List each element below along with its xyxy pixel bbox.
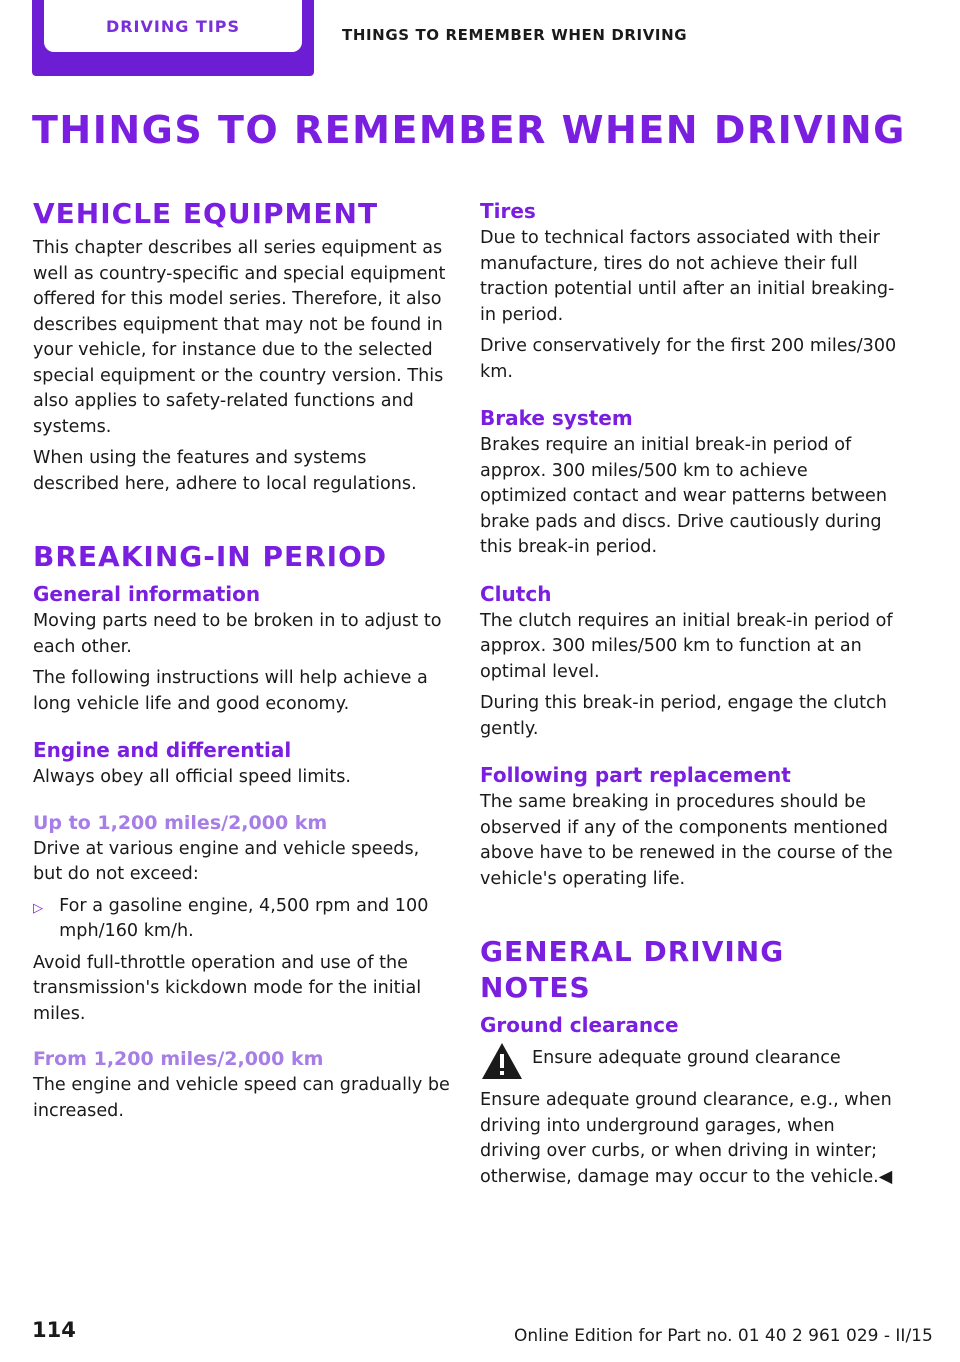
- paragraph: The engine and vehicle speed can gradually be increased.: [33, 1075, 450, 1121]
- heading-general-driving-notes: GENERAL DRIVING NOTES: [480, 935, 785, 1004]
- chapter-tab[interactable]: [32, 0, 314, 76]
- heading-tires: Tires: [480, 199, 536, 223]
- warning-title: Ensure adequate ground clearance: [532, 1048, 841, 1068]
- footer-edition: Online Edition for Part no. 01 40 2 961 029 - II/15: [514, 1326, 933, 1346]
- paragraph: Drive conservatively for the first 200 miles/300 km.: [480, 336, 897, 382]
- section-header: THINGS TO REMEMBER WHEN DRIVING: [342, 26, 688, 44]
- paragraph: Always obey all official speed limits.: [33, 767, 351, 787]
- list-item-text: For a gasoline engine, 4,500 rpm and 100 mph/160 km/h.: [59, 895, 429, 941]
- page-title: THINGS TO REMEMBER WHEN DRIVING: [32, 108, 906, 152]
- heading-engine-differential: Engine and differential: [33, 738, 292, 762]
- paragraph: The clutch requires an initial break-in period of approx. 300 miles/500 km to function at an optimal level.: [480, 610, 893, 682]
- heading-brake-system: Brake system: [480, 406, 633, 430]
- right-column: [480, 196, 898, 1190]
- list-item: [33, 894, 451, 945]
- paragraph: The same breaking in procedures should be observed if any of the components mentioned above have to be renewed in the course of the vehicle's operating life.: [480, 792, 893, 889]
- heading-from: From 1,200 miles/2,000 km: [33, 1048, 324, 1070]
- paragraph: When using the features and systems described here, adhere to local regulations.: [33, 448, 417, 494]
- heading-following-part-replacement: Following part replacement: [480, 763, 791, 787]
- paragraph: This chapter describes all series equipment as well as country-specific and special equipment offered for this model series. Therefore, it also describes equipment that may not be found in your vehicle, for instance due to the selected special equipment or the country version. This also applies to safety-related functions and systems.: [33, 238, 446, 437]
- chapter-tab-label: DRIVING TIPS: [44, 0, 302, 52]
- triangle-bullet-icon: ▷: [33, 900, 43, 916]
- heading-breaking-in: BREAKING-IN PERIOD: [33, 540, 388, 573]
- heading-vehicle-equipment: VEHICLE EQUIPMENT: [33, 197, 379, 230]
- paragraph: During this break-in period, engage the clutch gently.: [480, 693, 887, 739]
- paragraph: Moving parts need to be broken in to adjust to each other.: [33, 611, 442, 657]
- heading-clutch: Clutch: [480, 581, 552, 606]
- warning-triangle-icon: [480, 1040, 524, 1082]
- page-number: 114: [32, 1318, 76, 1342]
- left-column: [33, 196, 451, 1130]
- heading-ground-clearance: Ground clearance: [480, 1013, 679, 1037]
- warning-box: [480, 1040, 898, 1082]
- heading-general-information: General information: [33, 582, 261, 606]
- paragraph: The following instructions will help achieve a long vehicle life and good economy.: [33, 668, 428, 714]
- paragraph: Avoid full-throttle operation and use of the transmission's kickdown mode for the initial miles.: [33, 952, 422, 1024]
- paragraph: Due to technical factors associated with their manufacture, tires do not achieve their full traction potential until after an initial breaking-in period.: [480, 228, 895, 325]
- warning-body: Ensure adequate ground clearance, e.g., when driving into underground garages, when driving over curbs, or when driving in winter; otherwise, damage may occur to the vehicle.◀: [480, 1090, 893, 1187]
- paragraph: Brakes require an initial break-in period of approx. 300 miles/500 km to achieve optimized contact and wear patterns between brake pads and discs. Drive cautiously during this break-in period.: [480, 435, 887, 557]
- paragraph: Drive at various engine and vehicle speeds, but do not exceed:: [33, 838, 420, 884]
- heading-up-to: Up to 1,200 miles/2,000 km: [33, 811, 328, 834]
